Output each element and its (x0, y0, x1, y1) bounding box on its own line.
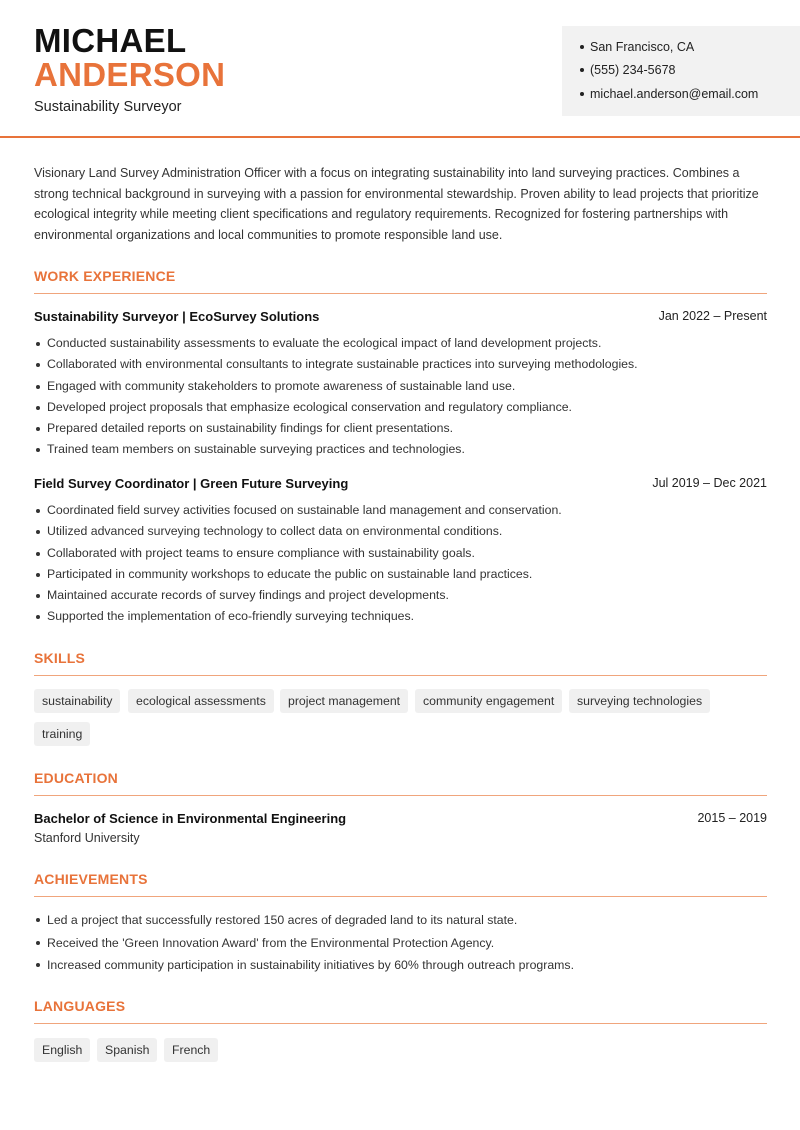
summary-text: Visionary Land Survey Administration Officer with a focus on integrating sustainability into land surveying practices. Combines a strong technical background in surveying with a passion for environmental stewardship. Proven ability to lead projects that prioritize ecological integrity while meeting client specifications and regulatory requirements. Recognized for fostering partnerships with environmental organizations and local communities to promote responsible land use. (34, 166, 759, 242)
work-experience-heading: WORK EXPERIENCE (34, 268, 767, 294)
list-item: Collaborated with project teams to ensure compliance with sustainability goals. (34, 543, 767, 564)
language-chip: English (34, 1038, 90, 1062)
job-title-2: Field Survey Coordinator | Green Future Surveying (34, 476, 349, 491)
skill-chip: surveying technologies (569, 689, 710, 713)
languages-heading: LANGUAGES (34, 998, 767, 1024)
list-item: Collaborated with environmental consultants to integrate sustainable practices into surveying methodologies. (34, 354, 767, 375)
contact-phone-text: (555) 234-5678 (590, 63, 676, 77)
skill-chip: training (34, 722, 90, 746)
list-item: Participated in community workshops to educate the public on sustainable land practices. (34, 564, 767, 585)
skill-chip: sustainability (34, 689, 120, 713)
list-item: Utilized advanced surveying technology to collect data on environmental conditions. (34, 521, 767, 542)
skill-chip: project management (280, 689, 408, 713)
list-item: Trained team members on sustainable surveying practices and technologies. (34, 439, 767, 460)
skill-chip: community engagement (415, 689, 562, 713)
contact-email-text[interactable]: michael.anderson@email.com (590, 87, 759, 101)
list-item: Received the 'Green Innovation Award' from the Environmental Protection Agency. (34, 932, 767, 955)
list-item: Coordinated field survey activities focused on sustainable land management and conservation. (34, 500, 767, 521)
contact-box (562, 26, 800, 116)
bullet-icon (580, 92, 584, 96)
job-1-bullets (34, 333, 767, 461)
language-chip: French (164, 1038, 218, 1062)
contact-location-text: San Francisco, CA (590, 40, 695, 54)
job-title: Sustainability Surveyor (34, 99, 182, 115)
skill-chip: ecological assessments (128, 689, 274, 713)
list-item: Led a project that successfully restored 150 acres of degraded land to its natural state. (34, 909, 767, 932)
list-item: Developed project proposals that emphasize ecological conservation and regulatory compliance. (34, 397, 767, 418)
first-name: MICHAEL (34, 22, 187, 59)
job-entry-2-header (34, 476, 767, 494)
job-dates-2: Jul 2019 – Dec 2021 (652, 476, 767, 490)
list-item: Conducted sustainability assessments to evaluate the ecological impact of land development projects. (34, 333, 767, 354)
bullet-icon (580, 68, 584, 72)
list-item: Increased community participation in sustainability initiatives by 60% through outreach programs. (34, 954, 767, 977)
degree-title: Bachelor of Science in Environmental Engineering (34, 811, 347, 826)
language-chip: Spanish (97, 1038, 157, 1062)
achievements-heading: ACHIEVEMENTS (34, 871, 767, 897)
job-dates-1: Jan 2022 – Present (658, 309, 767, 323)
school-name: Stanford University (34, 831, 140, 845)
education-heading: EDUCATION (34, 770, 767, 796)
contact-email[interactable] (580, 86, 758, 102)
last-name: ANDERSON (34, 56, 226, 93)
list-item: Prepared detailed reports on sustainability findings for client presentations. (34, 418, 767, 439)
job-2-bullets (34, 500, 767, 628)
education-entry-header (34, 811, 767, 829)
list-item: Engaged with community stakeholders to promote awareness of sustainable land use. (34, 376, 767, 397)
skills-heading: SKILLS (34, 650, 767, 676)
bullet-icon (580, 45, 584, 49)
list-item: Supported the implementation of eco-friendly surveying techniques. (34, 606, 767, 627)
job-title-1: Sustainability Surveyor | EcoSurvey Solutions (34, 309, 320, 324)
education-dates: 2015 – 2019 (697, 811, 767, 825)
job-entry-1-header (34, 309, 767, 327)
list-item: Maintained accurate records of survey findings and project developments. (34, 585, 767, 606)
contact-phone (580, 62, 675, 78)
resume-header (0, 0, 800, 138)
achievements-list (34, 909, 767, 977)
contact-location (580, 39, 694, 55)
